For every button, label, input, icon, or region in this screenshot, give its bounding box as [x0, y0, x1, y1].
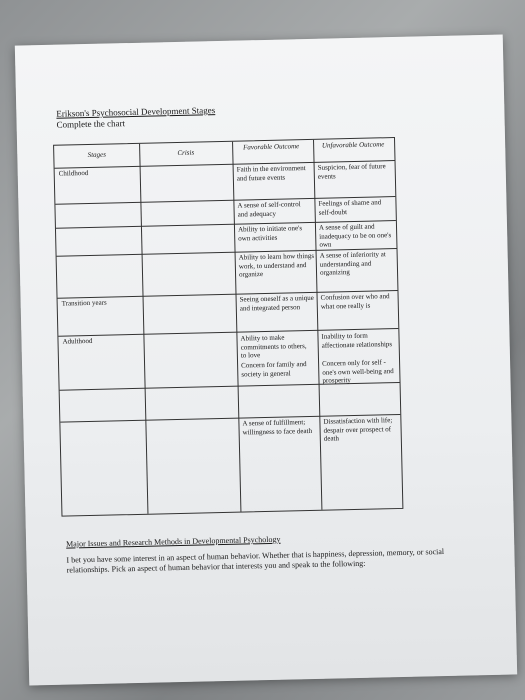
worksheet-subtitle: Complete the chart — [56, 118, 126, 130]
unfavorable-cell: Dissatisfaction with life; despair over prospect of death — [323, 416, 393, 443]
unfavorable-cell: Concern only for self - one's own well-being and prosperity — [322, 358, 394, 385]
favorable-cell: Concern for family and society in general — [241, 360, 307, 379]
section-body: I bet you have some interest in an aspect of human behavior. Whether that is happiness, depression, memory, or social relationships. Pick an aspect of human behavior that interests you and speak to the following: — [66, 547, 445, 575]
column-header-unfavorable: Unfavorable Outcome — [321, 140, 385, 150]
section-heading: Major Issues and Research Methods in Developmental Psychology — [66, 534, 281, 549]
column-divider — [313, 140, 322, 510]
column-header-stages: Stages — [87, 150, 107, 159]
erikson-chart-table — [53, 137, 403, 517]
stage-label-transition: Transition years — [61, 298, 107, 308]
favorable-cell: Faith in the environment and future events — [236, 164, 306, 183]
worksheet-title: Erikson's Psychosocial Development Stages — [56, 105, 216, 119]
research-methods-section — [66, 531, 467, 576]
unfavorable-cell: Suspicion, fear of future events — [317, 162, 386, 181]
stage-label-childhood: Childhood — [58, 168, 89, 178]
column-divider — [139, 144, 148, 514]
unfavorable-cell: Inability to form affectionate relationships — [321, 331, 393, 350]
favorable-cell: Ability to learn how things work, to understand and organize — [238, 251, 315, 279]
unfavorable-cell: Confusion over who and what one really is — [320, 292, 390, 311]
favorable-cell: A sense of self-control and adequacy — [237, 200, 301, 219]
unfavorable-cell: A sense of inferiority at understanding and organizing — [319, 250, 386, 277]
column-header-favorable: Favorable Outcome — [242, 142, 300, 152]
unfavorable-cell: Feelings of shame and self-doubt — [318, 198, 382, 217]
column-header-crisis: Crisis — [177, 148, 195, 157]
favorable-cell: A sense of fulfillment; willingness to face death — [242, 418, 313, 437]
column-divider — [232, 142, 241, 512]
unfavorable-cell: A sense of guilt and inadequacy to be on one's own — [318, 222, 392, 249]
favorable-cell: Ability to make commitments to others, to love — [240, 333, 307, 360]
favorable-cell: Ability to initiate one's own activities — [237, 224, 303, 243]
favorable-cell: Seeing oneself as a unique and integrated person — [239, 293, 314, 313]
stage-label-adulthood: Adulthood — [62, 336, 93, 346]
worksheet-page — [15, 35, 517, 686]
worksheet-title-block — [56, 105, 215, 131]
